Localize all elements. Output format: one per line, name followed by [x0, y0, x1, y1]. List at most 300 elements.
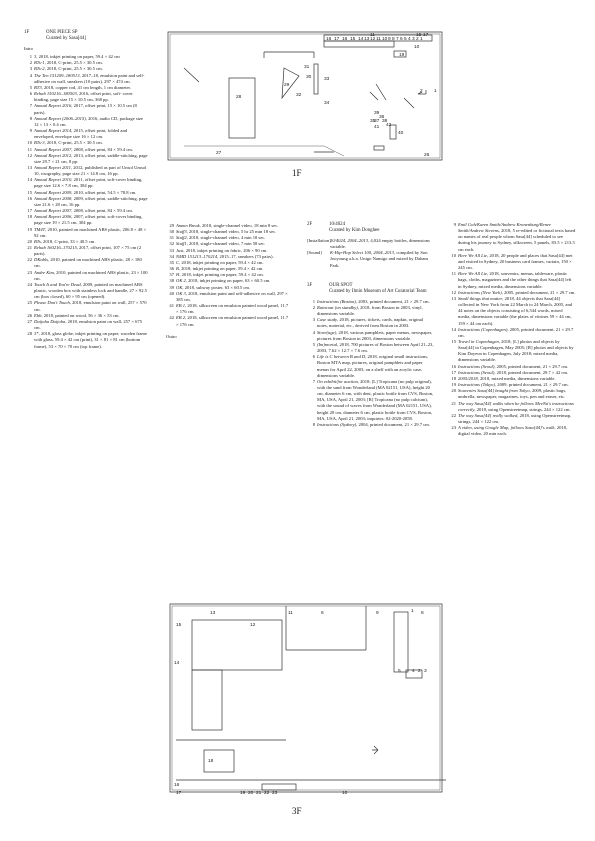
- svg-text:20: 20: [248, 791, 254, 796]
- list-item: [448, 327, 576, 339]
- item-title: Rehab 150216–180503: [34, 91, 77, 97]
- item-text: [34, 331, 148, 349]
- list-item: [307, 330, 435, 342]
- item-details: , 2018, digital video, 20 min each.: [458, 425, 568, 437]
- item-details: , 2018, souvenirs, menus, tableware, plastic bags, cloths, magazines and the other things that Sasa[44] left in Sydney, mixed media, dimensions variable.: [458, 271, 572, 289]
- item-details: , 2018, emulsion paint and self-adhesive on wall, 297 × 385 cm.: [176, 290, 288, 302]
- item-title: B: [176, 266, 179, 272]
- floor-plan-3f-label: 3F: [292, 806, 302, 816]
- item-title: Annual Report 2014: [34, 128, 72, 134]
- item-title: Just: [176, 247, 184, 253]
- list-item: [24, 214, 148, 226]
- item-title: Instructions (New York): [458, 289, 502, 295]
- item-details: , 2007, offset print, soft-cover binding, page size 19 × 21.5 cm, 304 pp.: [34, 214, 143, 226]
- item-details: , 2018, pictures, tickets, cards, napkin, original notes, material, etc., derived from Boston in 2003.: [317, 317, 424, 329]
- item-text: [458, 413, 576, 425]
- item-number: 23: [451, 425, 456, 431]
- item-title: Here We All Lie: [458, 252, 488, 258]
- floor2-curator: Curated by Kim Donghee: [329, 228, 380, 233]
- svg-text:33: 33: [324, 77, 330, 82]
- item-title: Souvenirs Sasa[44] bought from Tokyo: [458, 388, 530, 394]
- floor-plan-3f: [166, 600, 450, 796]
- item-title: 2005/2018: [458, 375, 478, 381]
- item-number: 8: [29, 115, 32, 121]
- item-details: , 2018, single-channel video, 7 min 58 sec.: [186, 241, 266, 247]
- svg-text:15: 15: [176, 623, 182, 628]
- list-item: [307, 342, 435, 354]
- item-title: Instructions (Seoul): [458, 369, 495, 375]
- item-number: 39: [169, 284, 174, 290]
- floor3-list-part1: [307, 299, 435, 428]
- list-item: [24, 319, 148, 331]
- item-details: , 2010, painted on machined ABS plastic, 28 × 180 cm.: [34, 257, 142, 269]
- item-number: 10: [451, 252, 456, 258]
- item-details: , 2013, offset print, saddle-stitching, page size 29.7 × 21 cm, 8 pp.: [34, 152, 148, 164]
- item-title: (Im)mortal: [317, 341, 338, 347]
- list-item: [24, 300, 148, 312]
- svg-text:15: 15: [350, 37, 356, 42]
- item-text: [317, 342, 435, 354]
- item-number: 25: [27, 300, 32, 306]
- svg-text:4: 4: [412, 669, 415, 674]
- list-item: [448, 271, 576, 289]
- item-title: Annual Report 2009: [34, 189, 72, 195]
- list-item: [24, 227, 148, 239]
- item-title: Annual Report 2011: [34, 164, 71, 170]
- item-number: 27: [27, 318, 32, 324]
- item-text: [34, 257, 148, 269]
- item-details: , 2018, single-channel video, 18 min 8 sec.: [199, 223, 279, 228]
- item-number: 35: [169, 259, 174, 265]
- item-number: 9: [29, 128, 32, 134]
- item-details: , 2018, C-print, 25.5 × 30.5 cm.: [44, 66, 103, 72]
- item-number: 4: [312, 329, 315, 335]
- item-title: Annual Report 2016: [34, 103, 72, 109]
- item-title: Annual Report 2010: [34, 177, 72, 183]
- svg-text:5: 5: [404, 37, 407, 42]
- svg-text:42: 42: [386, 123, 392, 128]
- item-title: Rehab 160216–170215: [34, 245, 77, 250]
- item-number: 1: [29, 54, 32, 60]
- floor2-floor: 2F: [307, 222, 313, 227]
- item-title: C: [176, 259, 180, 265]
- item-number: 6: [29, 91, 32, 97]
- item-details: , 2018, from Boston in 2003, vinyl, dimensions variable.: [317, 304, 423, 317]
- item-title: Here We All Lie: [458, 271, 488, 277]
- floor2-title: 10/4024: [329, 222, 346, 227]
- item-details: , 2017, offset print, 107 × 75 cm (2 parts).: [34, 245, 142, 257]
- svg-text:31: 31: [304, 65, 310, 70]
- item-number: 11: [27, 146, 32, 152]
- entry-text: [330, 238, 435, 250]
- item-title: Raincoat (on standby): [317, 304, 358, 310]
- item-number: 38: [169, 278, 174, 284]
- svg-text:16: 16: [326, 37, 332, 42]
- list-item: [307, 379, 435, 422]
- item-title: Annual Report 2007: [34, 146, 72, 152]
- item-text: [458, 401, 576, 413]
- item-title: Annual Report 2007: [34, 208, 72, 214]
- item-details: , 2016, offset print, soft- cover binding, page size 15 × 10.5 cm, 368 pp.: [34, 91, 133, 103]
- svg-text:7: 7: [396, 37, 399, 42]
- item-title: Life is C between B and D: [317, 354, 366, 360]
- list-item: [307, 250, 435, 268]
- item-title: A video, using Google Map, follows Sasa[44]'s walk: [458, 425, 555, 431]
- item-details: , 2005, printed document, 21 × 29.7 cm.: [458, 326, 574, 338]
- svg-text:2: 2: [416, 37, 419, 42]
- floor-plan-1f-label: 1F: [292, 168, 302, 178]
- item-details: , 2018, silkscreen on emulsion painted wood panel, 11.7 × 176 cm.: [176, 315, 289, 327]
- list-item: [448, 339, 576, 364]
- floor3-header: [307, 283, 435, 295]
- item-details: , 2018, painted on wood, 56 × 36 × 53 cm.: [41, 312, 120, 318]
- floor3-title: OUR SPOT: [329, 282, 353, 288]
- item-number: 11: [451, 271, 456, 277]
- item-text: [458, 425, 576, 437]
- item-title: BTs-1: [34, 60, 45, 66]
- svg-text:35: 35: [370, 119, 376, 124]
- item-details: , 2018, subway poster, 63 × 60.5 cm.: [182, 284, 251, 290]
- item-number: 7: [29, 103, 32, 109]
- item-details: , 2009, offset print, saddle-stitching, page size 21.6 × 28 cm, 16 pp.: [34, 195, 148, 207]
- item-title: Annual Report 2008: [34, 195, 72, 201]
- item-number: 15: [27, 189, 32, 195]
- item-details: , 2018, C-print, 33 × 40.5 cm.: [40, 238, 96, 244]
- item-title: Instructions (Sydney): [317, 421, 357, 427]
- item-title: Ammo Break: [176, 223, 200, 228]
- item-details: , 2018; [L] photos and objects by Sasa[44] in Copenhagen, May 2005; [R] photos and objects by Kim Doyeon in Copenhagen, July 2018; mixed media, dimensions variable.: [458, 338, 574, 363]
- svg-text:22: 22: [264, 791, 270, 796]
- item-details: , 2005, printed document, 21 × 29.7 cm.: [501, 289, 576, 295]
- item-title: BTs-3: [34, 140, 45, 146]
- list-item: [24, 196, 148, 208]
- item-number: 4: [29, 72, 32, 78]
- list-item: [24, 153, 148, 165]
- item-number: 33: [169, 247, 174, 253]
- floor1-outro: Outro: [166, 333, 177, 339]
- item-details: , 2017, offset print, 15 × 10.5 cm (8 parts).: [34, 103, 137, 115]
- item-details: , 2018, C-print, 25.5 × 30.5 cm.: [44, 60, 103, 66]
- list-item: [24, 270, 148, 282]
- svg-text:11: 11: [288, 611, 293, 616]
- item-text: [34, 270, 148, 282]
- item-title: Daijoba Daijoba: [34, 318, 66, 324]
- list-item: [24, 103, 148, 115]
- list-item: [166, 303, 290, 315]
- item-details: , 2018, 20 people and places that Sasa[44] met and visited in Sydney, 20 business card frames, curtain, 150 × 245 cm.: [458, 252, 573, 271]
- item-title: TM4T: [34, 226, 46, 232]
- entry-title: 10/4024, 2004–2013: [330, 238, 369, 243]
- item-title: 3*: [34, 331, 39, 337]
- item-number: 22: [27, 257, 32, 263]
- svg-text:41: 41: [374, 125, 380, 130]
- list-item: [448, 413, 576, 425]
- item-details: , 2008, offset print, 84 × 59.4 cm.: [71, 146, 133, 152]
- item-number: 15: [451, 338, 456, 344]
- svg-text:9: 9: [376, 611, 379, 616]
- item-title: NMD 151213–170214: [176, 253, 218, 259]
- item-details: , 2010, painted on machined ABS plastic, 206.8 × 48 × 92 cm.: [34, 226, 147, 238]
- item-number: 3: [312, 317, 315, 323]
- item-title: Stuff1: [176, 241, 187, 247]
- floor1-list-part2: [166, 223, 290, 328]
- item-number: 5: [29, 84, 32, 90]
- item-title: The way Sasa[44] really walked: [458, 412, 518, 418]
- item-details: , 2009, painted on machined ABS plastic, wooden box with stainless lock and handle, 27 × 92.5 cm (box closed), 60 × 95 cm (opened).: [34, 281, 147, 300]
- item-details: , 2018, 700 pictures of Boston between April 21–23, 2003, 7.62 × 12.7 × 7.6 cm.: [317, 341, 434, 354]
- item-number: 20: [451, 388, 456, 394]
- floor3-curator: Curated by Ilmin Museum of Art Curatorial Team: [329, 288, 427, 294]
- item-text: [458, 339, 576, 364]
- item-text: [317, 330, 435, 342]
- svg-text:18: 18: [208, 759, 214, 764]
- list-item: [307, 305, 435, 317]
- item-details: , 2018, using Openstreetmap, strings, 244 × 122 cm.: [458, 412, 572, 424]
- item-number: 12: [451, 289, 456, 295]
- item-number: 9: [453, 222, 456, 227]
- svg-text:19: 19: [240, 791, 246, 796]
- item-title: Annual Report 2012: [34, 152, 72, 158]
- item-number: 42: [169, 315, 174, 321]
- item-details: , 2018, inkjet printing on paper, 59.4 × 42 cm.: [179, 272, 264, 278]
- item-title: The way Sasa[44] walks when he follows MeeNa's instructions correctly: [458, 400, 574, 412]
- item-number: 20: [27, 238, 32, 244]
- item-title: H: [176, 272, 180, 278]
- item-number: 21: [27, 245, 32, 250]
- item-number: 24: [27, 281, 32, 287]
- item-number: 12: [27, 152, 32, 158]
- item-title: 3: [34, 54, 37, 60]
- list-item: [24, 245, 148, 257]
- list-item: [448, 296, 576, 327]
- item-details: , 2018, inkjet printing on fabric, 206 × 90 cm.: [183, 247, 268, 253]
- svg-text:27: 27: [216, 151, 222, 156]
- entry-text: [330, 250, 435, 268]
- item-details: , 2018, single-channel video, 5 hr 25 min 18 sec.: [186, 229, 277, 235]
- item-number: 21: [451, 400, 456, 406]
- item-number: 30: [169, 229, 174, 235]
- item-number: 14: [451, 326, 456, 332]
- item-number: 7: [312, 378, 315, 384]
- item-details: , 2018, inkjet printing on paper, 59.4 × 42 cm.: [178, 266, 264, 272]
- list-item: [448, 253, 576, 271]
- list-item: [307, 317, 435, 329]
- item-text: [34, 177, 148, 189]
- item-details: , 2018, 5 re-edited or fictional texts based on names of real people whom Sasa[44] scheduled to see during his journey to Sydney, silkscreen, 5 panels, 83.5 × 213.5 cm each.: [458, 228, 576, 252]
- list-item: [448, 401, 576, 413]
- item-number: 41: [169, 303, 174, 309]
- item-title: EB 2: [176, 315, 186, 321]
- item-text: [34, 116, 148, 128]
- svg-text:1: 1: [420, 37, 423, 42]
- item-title: Ebb: [34, 312, 42, 318]
- item-number: 37: [169, 272, 174, 278]
- item-title: BTs: [34, 238, 41, 244]
- list-item: [307, 238, 435, 250]
- floor3-list-part2: [448, 222, 576, 437]
- item-details: , 2017–18, emulsion paint and self-adhesive on wall, sneakers (10 pairs), 297 × 474 cm.: [34, 72, 145, 84]
- item-details: , 2018, single-channel video, 4 min 18 sec.: [186, 235, 266, 241]
- item-title: DKnbls: [34, 257, 49, 263]
- svg-text:34: 34: [324, 101, 330, 106]
- item-number: 16: [27, 195, 32, 201]
- item-text: [317, 422, 435, 428]
- item-title: Case study: [317, 317, 338, 323]
- item-title: Store(age): [317, 329, 337, 335]
- item-text: [34, 245, 148, 257]
- item-title: Instructions (Boston): [317, 298, 356, 304]
- item-details: , 2003, printed document, 21 × 29.7 cm.: [355, 298, 430, 304]
- list-item: [24, 73, 148, 85]
- item-number: 5: [312, 341, 315, 347]
- column-floor1: [24, 30, 148, 350]
- item-details: , 2010, painted on machined ABS plastic, 23 × 100 cm.: [34, 269, 148, 281]
- item-text: [34, 300, 148, 312]
- svg-text:14: 14: [174, 661, 180, 666]
- item-title: Instructions (Seoul): [458, 363, 495, 369]
- item-text: [34, 196, 148, 208]
- svg-text:14: 14: [358, 37, 364, 42]
- item-text: [34, 165, 148, 177]
- item-number: 28: [27, 331, 32, 337]
- list-item: [24, 257, 148, 269]
- item-number: 34: [169, 253, 174, 259]
- item-details: , 2009, printed document, 21 × 29.7 cm.: [494, 382, 569, 388]
- list-item: [24, 165, 148, 177]
- svg-text:3: 3: [412, 37, 415, 42]
- item-text: [34, 73, 148, 85]
- item-text: [458, 296, 576, 327]
- item-number: 19: [27, 226, 32, 232]
- item-details: , 2018, various pamphlets, paper menus, newspaper, pictures from Boston in 2003, dimensions variable.: [317, 329, 433, 341]
- column-floor2-floor3: [307, 222, 435, 428]
- svg-text:23: 23: [272, 791, 278, 796]
- item-title: On exhibit/for auction: [317, 378, 358, 384]
- svg-text:12: 12: [250, 623, 256, 628]
- svg-text:17: 17: [423, 33, 429, 38]
- svg-text:32: 32: [296, 93, 302, 98]
- item-title: Instructions (Copenhagen): [458, 326, 508, 332]
- item-title: BTs-2: [34, 66, 45, 72]
- item-details: , 2018, 44 objects that Sasa[44] collected in New York from 22 March to 24 March, 2005, and 44 notes on the objects consisting of 6,544 words, mixed media, dimensions variable (the plates of vitrines 59 × 44 cm, 159 × 44 cm each).: [458, 295, 573, 326]
- svg-text:12: 12: [370, 37, 376, 42]
- entry-type: [Sound]: [307, 250, 322, 256]
- item-title: Small things that matter: [458, 295, 503, 301]
- svg-text:19: 19: [399, 53, 405, 58]
- item-title: Stuff2: [176, 235, 187, 241]
- item-number: 31: [169, 235, 174, 241]
- floor3-floor: 3F: [307, 282, 313, 288]
- item-details: , 2018, inkjet printing on paper, 59.4 × 42 cm: [36, 54, 120, 60]
- item-title: Touch It and You're Dead: [34, 281, 81, 287]
- list-item: [307, 354, 435, 379]
- svg-text:10: 10: [382, 37, 388, 42]
- item-details: , 2018, copper rod, 41 cm length, 1 cm diameter.: [41, 84, 131, 90]
- item-details: , 2018, emulsion paint on wall, 257 × 570 cm.: [34, 300, 147, 312]
- item-details: , 2018, C-print, 25.5 × 30.5 cm.: [44, 140, 103, 146]
- item-details: , 2018, inkjet printing on paper, 63 × 60.5 cm.: [185, 278, 271, 284]
- svg-text:8: 8: [421, 611, 424, 616]
- item-number: 10: [27, 140, 32, 146]
- item-number: 2: [312, 304, 315, 310]
- item-number: 1: [312, 298, 315, 304]
- item-details: , 2018, original small instructions, Boston MTA map, pictures, original pamphlets and paper menus for April 22, 2003, on a shelf with an acrylic case, dimensions variable.: [317, 354, 429, 378]
- item-number: 40: [169, 290, 174, 296]
- svg-text:26: 26: [424, 153, 430, 158]
- item-number: 3: [29, 66, 32, 72]
- floor1-list-part1: [24, 54, 148, 350]
- floor1-intro: Intro: [24, 46, 33, 51]
- item-details: , 2010, offset print, 54.5 × 78.8 cm.: [71, 189, 137, 195]
- floor1-header: [24, 30, 148, 42]
- item-details: , 2018, emulsion paint on wall, 257 × 675 cm.: [34, 318, 142, 331]
- item-number: 14: [27, 177, 32, 183]
- item-details: , 2016, audio CD, package size 12 × 13 × 0.4 cm.: [34, 115, 143, 127]
- item-text: [34, 103, 148, 115]
- entry-type: [Installation]: [307, 238, 331, 243]
- list-item: [24, 282, 148, 300]
- svg-text:15: 15: [416, 33, 422, 38]
- entry-details: , compiled by Son Jooyoung a.k.a. Unigo Namigo and mixed by Daham Park.: [330, 250, 428, 268]
- item-text: [34, 319, 148, 331]
- floor1-curator: Curated by Sasa[44]: [46, 36, 86, 41]
- svg-text:36: 36: [379, 115, 385, 120]
- list-item: [448, 222, 576, 253]
- item-title: Travel in Copenhagen: [458, 338, 499, 344]
- svg-text:30: 30: [306, 75, 312, 80]
- item-text: [458, 222, 576, 253]
- svg-text:17: 17: [176, 791, 182, 796]
- list-item: [307, 422, 435, 428]
- item-details: , 2009, plastic bags, umbrella, newspaper, magazines, toys, pen and eraser, etc.: [458, 388, 567, 400]
- svg-text:39: 39: [374, 111, 380, 116]
- svg-text:37: 37: [374, 119, 380, 124]
- svg-text:8: 8: [392, 37, 395, 42]
- item-title: Instructions (Tokyo): [458, 382, 495, 388]
- svg-text:10: 10: [342, 791, 348, 796]
- item-title: The Ten 151209–180513: [34, 72, 80, 78]
- item-title: Emil Goh/Karen Smith/Andrew Kronenburg/Renee Smith/Andrew Stevens: [458, 222, 552, 234]
- item-title: OK 2: [176, 278, 186, 284]
- svg-text:38: 38: [382, 119, 388, 124]
- item-text: [317, 379, 435, 422]
- item-number: 2: [29, 60, 32, 66]
- list-item: [24, 91, 148, 103]
- item-title: Please Don't Touch: [34, 300, 70, 306]
- item-title: Andre Kim: [34, 269, 54, 275]
- item-title: Stuff3: [176, 229, 187, 235]
- item-text: [176, 291, 290, 303]
- item-title: Annual Report (2006–2015): [34, 115, 86, 121]
- item-text: [458, 271, 576, 289]
- svg-text:11: 11: [376, 37, 381, 42]
- list-item: [24, 331, 148, 349]
- svg-text:28: 28: [236, 95, 242, 100]
- svg-text:3: 3: [424, 669, 427, 674]
- item-details: , 2012, published as part of Unsol Umsol 10, risography, page size 21 × 14.8 cm, 16 pp.: [34, 164, 147, 177]
- item-number: 17: [27, 208, 32, 214]
- item-number: 29: [169, 223, 174, 228]
- list-item: [448, 388, 576, 400]
- list-item: [24, 116, 148, 128]
- svg-text:11: 11: [370, 33, 375, 38]
- item-text: [458, 253, 576, 271]
- entry-title: K-Hip-Hop Select 100, 2004–2013: [330, 250, 395, 256]
- svg-text:2: 2: [418, 669, 421, 674]
- list-item: [24, 177, 148, 189]
- item-number: 16: [451, 363, 456, 369]
- item-details: , 2018, printed document, 29.7 × 42 cm.: [494, 369, 569, 375]
